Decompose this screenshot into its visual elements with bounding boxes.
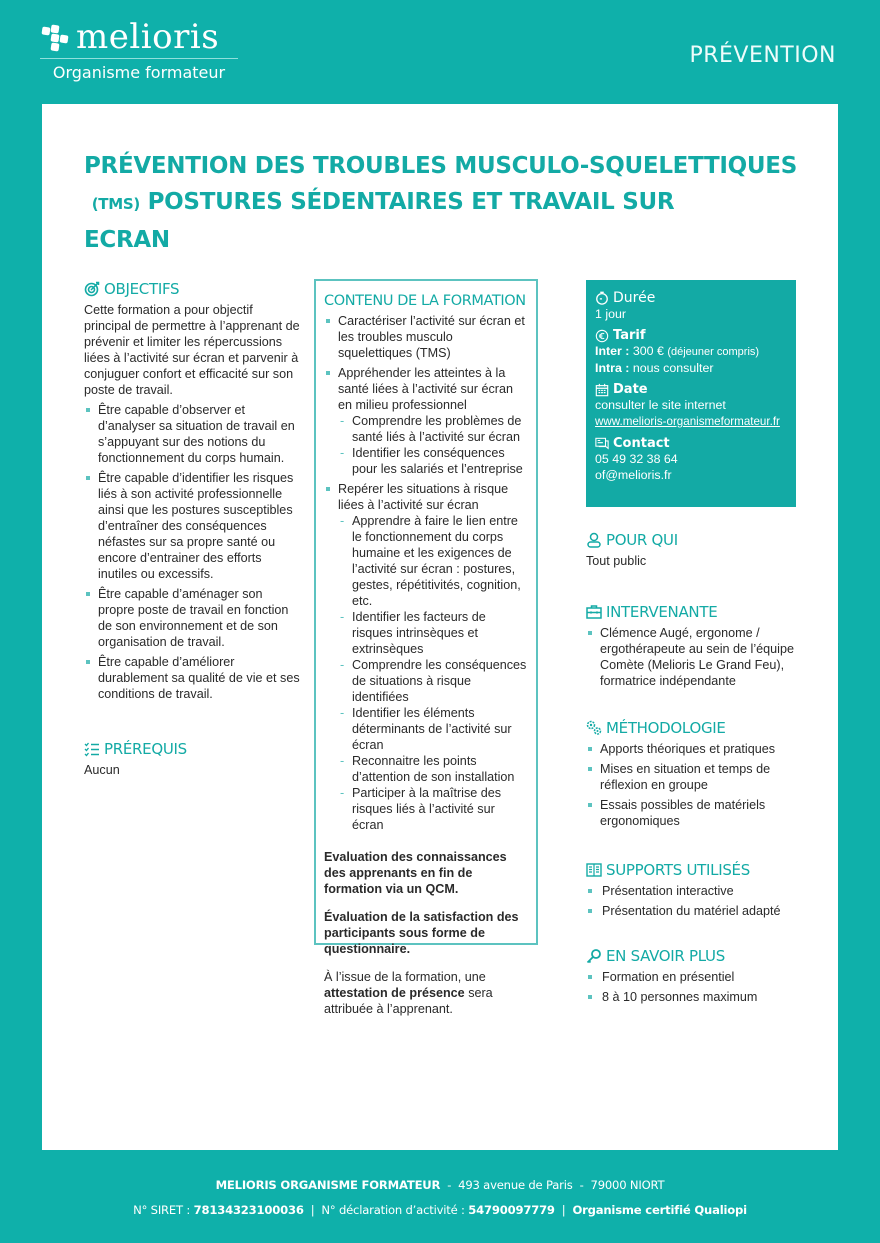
duree-heading: Durée — [595, 290, 787, 306]
evaluation-knowledge: Evaluation des connaissances des apprenants en fin de formation via un QCM. — [324, 850, 507, 896]
gears-icon — [586, 720, 602, 736]
methodologie-section — [586, 719, 796, 829]
list-item: Présentation interactive — [586, 883, 796, 899]
list-item: Appréhender les atteintes à la santé liées à l’activité sur écran en milieu professionnel - Comprendre les problèmes de santé liés à l’activité sur écran - Identifier les conséquences pour les salariés et l’entreprise — [324, 365, 528, 477]
website-link[interactable]: www.melioris-organismeformateur.fr — [595, 415, 780, 428]
duree-value: 1 jour — [595, 307, 626, 321]
page-title — [84, 148, 804, 258]
person-icon — [586, 532, 602, 548]
calendar-icon — [595, 383, 609, 397]
sub-list-item: - Reconnaitre les points d’attention de son installation — [338, 753, 528, 785]
savoir-plus-heading: EN SAVOIR PLUS — [586, 947, 796, 965]
supports-list — [586, 883, 796, 919]
title-line-3: ECRAN — [84, 227, 170, 253]
contact-phone[interactable]: 05 49 32 38 64 — [595, 452, 678, 466]
list-item: Être capable d’observer et d’analyser sa situation de travail en s’appuyant sur des notions du fonctionnement du corps humain. — [84, 402, 302, 466]
contact-email[interactable]: of@melioris.fr — [595, 468, 672, 482]
target-icon — [84, 281, 100, 297]
supports-heading: SUPPORTS UTILISÉS — [586, 861, 796, 879]
list-item: Être capable d’identifier les risques liés à son activité professionnelle ainsi que les postures susceptibles d’entraîner des conséquences néfastes sur sa propre santé ou encore d’entrainer des efforts inutiles ou excessifs. — [84, 470, 302, 582]
contenu-list — [324, 313, 528, 833]
date-heading: Date — [595, 382, 787, 397]
logo-divider — [40, 58, 238, 59]
pour-qui-section — [586, 531, 796, 569]
tarif-inter: Inter : 300 € (déjeuner compris) — [595, 344, 760, 358]
prerequis-value: Aucun — [84, 763, 120, 777]
logo — [40, 18, 240, 82]
methodologie-list — [586, 741, 796, 829]
savoir-plus-section — [586, 947, 796, 1005]
checklist-icon — [84, 741, 100, 757]
list-item: 8 à 10 personnes maximum — [586, 989, 796, 1005]
objectifs-heading: OBJECTIFS — [84, 280, 302, 298]
objectifs-list — [84, 402, 302, 702]
key-icon — [586, 948, 602, 964]
list-item: Mises en situation et temps de réflexion en groupe — [586, 761, 796, 793]
supports-section — [586, 861, 796, 919]
list-item: Présentation du matériel adapté — [586, 903, 796, 919]
list-item: Apports théoriques et pratiques — [586, 741, 796, 757]
contenu-box — [314, 279, 538, 1016]
chat-icon — [595, 437, 609, 451]
tarif-intra: Intra : nous consulter — [595, 361, 714, 375]
intervenante-list — [586, 625, 796, 689]
savoir-plus-list — [586, 969, 796, 1005]
prerequis-heading: PRÉREQUIS — [84, 740, 302, 758]
list-item: Être capable d’aménager son propre poste de travail en fonction de son environnement et de son organisation de travail. — [84, 586, 302, 650]
methodologie-heading: MÉTHODOLOGIE — [586, 719, 796, 737]
brand-name: melioris — [76, 17, 220, 57]
list-item: Être capable d’améliorer durablement sa qualité de vie et ses conditions de travail. — [84, 654, 302, 702]
sub-list-item: - Comprendre les problèmes de santé liés à l’activité sur écran — [338, 413, 528, 445]
sub-list-item: - Identifier les éléments déterminants de l’activité sur écran — [338, 705, 528, 753]
title-line-1: PRÉVENTION DES TROUBLES MUSCULO-SQUELETTIQUES — [84, 153, 797, 179]
brand-subtitle: Organisme formateur — [52, 63, 226, 82]
evaluation-satisfaction: Évaluation de la satisfaction des participants sous forme de questionnaire. — [324, 910, 519, 956]
footer-legal: N° SIRET : 78134323100036 | N° déclaration d’activité : 54790097779 | Organisme certifié Qualiopi — [133, 1203, 747, 1217]
title-line-2: POSTURES SÉDENTAIRES ET TRAVAIL SUR — [147, 189, 675, 215]
sub-list-item: - Comprendre les conséquences de situations à risque identifiées — [338, 657, 528, 705]
title-abbr: (TMS) — [91, 195, 140, 213]
tarif-heading: Tarif — [595, 328, 787, 343]
right-column — [586, 280, 796, 1009]
sub-list — [338, 413, 528, 477]
footer-address: MELIORIS ORGANISME FORMATEUR - 493 avenue de Paris - 79000 NIORT — [215, 1178, 665, 1192]
attestation-note: À l’issue de la formation, une attestation de présence sera attribuée à l’apprenant. — [324, 970, 493, 1016]
content-card — [42, 104, 838, 1150]
stopwatch-icon — [595, 291, 609, 305]
sub-list-item: - Identifier les facteurs de risques intrinsèques et extrinsèques — [338, 609, 528, 657]
category-label: PRÉVENTION — [689, 43, 836, 68]
date-value: consulter le site internet — [595, 398, 726, 412]
intervenante-heading: INTERVENANTE — [586, 603, 796, 621]
intervenante-section — [586, 603, 796, 689]
sub-list-item: - Participer à la maîtrise des risques liés à l’activité sur écran — [338, 785, 528, 833]
objectifs-intro: Cette formation a pour objectif principal de permettre à l’apprenant de prévenir et limiter les répercussions liées à l’activité sur écran et parvenir à conjuguer confort et efficacité sur son poste de travail. — [84, 303, 300, 397]
left-column — [84, 280, 302, 778]
book-icon — [586, 862, 602, 878]
list-item: Caractériser l’activité sur écran et les troubles musculo squelettiques (TMS) — [324, 313, 528, 361]
list-item: Repérer les situations à risque liées à l’activité sur écran - Apprendre à faire le lien entre le fonctionnement du corps humaine et les exigences de l’activité sur écran : postures, gestes, répétitivités, cognition, etc. - Identifier les facteurs de risques intrinsèques et extrinsèques - Comprendre les conséquences de situations à risque identifiées - Identifier les éléments déterminants de l’activité sur écran - Reconnaitre les points d’attention de son installation - Participer à la maîtrise des risques liés à l’activité sur écran — [324, 481, 528, 833]
info-box — [586, 280, 796, 507]
euro-icon — [595, 329, 609, 343]
sub-list-item: - Apprendre à faire le lien entre le fonctionnement du corps humaine et les exigences de l’activité sur écran : postures, gestes, répétitivités, cognition, etc. — [338, 513, 528, 609]
logo-mark-icon — [40, 23, 68, 51]
sub-list — [338, 513, 528, 833]
list-item: Clémence Augé, ergonome / ergothérapeute au sein de l’équipe Comète (Melioris Le Grand Feu), formatrice indépendante — [586, 625, 796, 689]
sub-list-item: - Identifier les conséquences pour les salariés et l’entreprise — [338, 445, 528, 477]
contact-heading: Contact — [595, 436, 787, 451]
briefcase-icon — [586, 604, 602, 620]
contenu-heading: CONTENU DE LA FORMATION — [324, 293, 526, 309]
pour-qui-value: Tout public — [586, 554, 647, 568]
list-item: Formation en présentiel — [586, 969, 796, 985]
pour-qui-heading: POUR QUI — [586, 531, 796, 549]
list-item: Essais possibles de matériels ergonomiques — [586, 797, 796, 829]
